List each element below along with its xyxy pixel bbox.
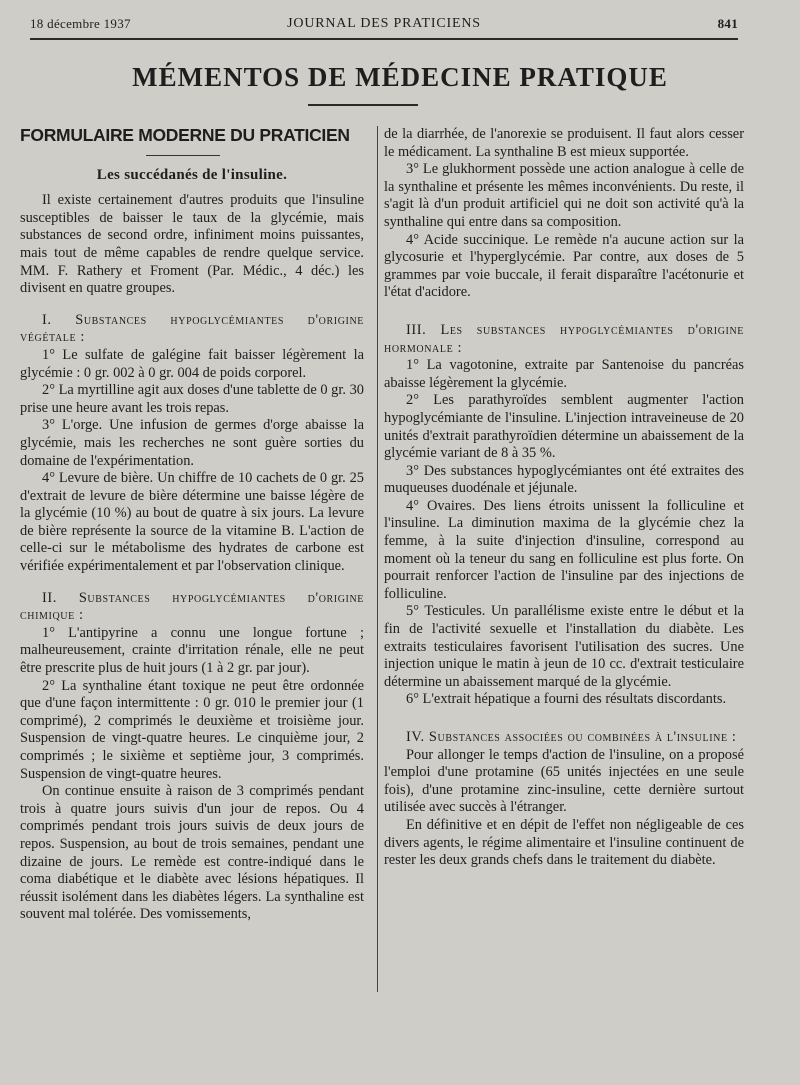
paragraph: 2° Les parathyroïdes semblent augmenter l'action hypoglycémiante de l'insuline. L'injection intraveineuse de 20 unités d'extrait parathyroïdien détermine un abaissement de la glycémie variant de 8 à 35 %. <box>384 392 744 462</box>
paragraph: 3° L'orge. Une infusion de germes d'orge abaisse la glycémie, mais les recherches ne sont guère sorties du domaine de l'expérimentation. <box>20 417 364 469</box>
group-heading-vegetale: I. Substances hypoglycémiantes d'origine végétale : <box>20 311 364 346</box>
paragraph: 3° Le glukhorment possède une action analogue à celle de la synthaline et présente les mêmes inconvénients. Du reste, il s'agit là d'un produit artificiel qui ne doit son activité qu'à la synthaline qui entre dans sa composition. <box>384 161 744 230</box>
paragraph: En définitive et en dépit de l'effet non négligeable de ces divers agents, le régime alimentaire et l'insuline continuent de rester les deux grands chefs dans le traitement du diabète. <box>384 816 744 869</box>
article-title: Les succédanés de l'insuline. <box>96 166 288 183</box>
left-column <box>20 126 364 924</box>
paragraph: 4° Levure de bière. Un chiffre de 10 cachets de 0 gr. 25 d'extrait de levure de bière détermine une baisse légère de la glycémie (10 %) au bout de quatre à six jours. La levure de bière représente la source de la vitamine B. L'action de celle-ci sur le métabolisme des hydrates de carbone est vérifiée expérimentalement et par l'observation clinique. <box>20 470 364 575</box>
section-rule <box>146 155 220 156</box>
section-heading: FORMULAIRE MODERNE DU PRATICIEN <box>20 125 350 145</box>
title-rule <box>308 104 418 106</box>
group-heading-hormonale: III. Les substances hypoglycémiantes d'origine hormonale : <box>384 321 744 356</box>
header-page-number: 841 <box>717 16 738 31</box>
paragraph: 2° La myrtilline agit aux doses d'une tablette de 0 gr. 30 prise une heure avant les trois repas. <box>20 382 364 416</box>
paragraph: 1° La vagotonine, extraite par Santenoise du pancréas abaisse légèrement la glycémie. <box>384 357 744 391</box>
paragraph-continued: de la diarrhée, de l'anorexie se produisent. Il faut alors cesser le médicament. La synthaline B est mieux supportée. <box>384 126 744 160</box>
paragraph-intro: Il existe certainement d'autres produits que l'insuline susceptibles de baisser le taux de la glycémie, mais substances de second ordre, infiniment moins puissantes, mais tout de même capables de rendre quelque service. MM. F. Rathery et Froment (Par. Médic., 4 déc.) les divisent en quatre groupes. <box>20 192 364 297</box>
paragraph: 6° L'extrait hépatique a fourni des résultats discordants. <box>406 691 727 708</box>
paragraph: 1° Le sulfate de galégine fait baisser légèrement la glycémie : 0 gr. 002 à 0 gr. 004 de poids corporel. <box>20 346 364 381</box>
group-heading-insuline: IV. Substances associées ou combinées à l'insuline : <box>406 729 737 745</box>
column-divider <box>377 126 378 992</box>
paragraph: On continue ensuite à raison de 3 comprimés pendant trois à quatre jours suivis d'un jour de repos. Ou 4 comprimés pendant trois jours suivis de deux jours de repos. Suspension, au bout de trois semaines, pendant une dizaine de jours. Le remède est contre-indiqué dans le coma diabétique et le diabète avec lésions hépatiques. Il réussit isolément dans les diabètes légers. La synthaline est souvent mal tolérée. Des vomissements, <box>20 783 364 923</box>
paragraph: 3° Des substances hypoglycémiantes ont été extraites des muqueuses duodénale et jéjunale. <box>384 462 744 497</box>
paragraph: 1° L'antipyrine a connu une longue fortune ; malheureusement, crainte d'irritation rénale, elle ne peut être prescrite plus de huit jours (1 à 2 gr. par jour). <box>20 624 364 677</box>
paragraph: 5° Testicules. Un parallélisme existe entre le début et la fin de l'activité sexuelle et l'installation du diabète. Les extraits testiculaires favorisent l'utilisation des sucres. Une injection unique le matin à jeun de 10 cc. d'extrait testiculaire détermine un abaissement marqué de la glycémie. <box>384 603 744 690</box>
running-header <box>30 14 738 34</box>
header-journal-name: JOURNAL DES PRATICIENS <box>287 16 481 31</box>
paragraph: Pour allonger le temps d'action de l'insuline, on a proposé l'emploi d'une protamine (65 unités injectées en une seule fois), d'une protamine zinc-insuline, cette dernière surtout utilisée avec succès à l'étranger. <box>384 746 744 816</box>
paragraph: 4° Ovaires. Des liens étroits unissent la folliculine et l'insuline. La diminution maxima de la glycémie chez la femme, à la suite d'injection d'insuline, correspond au moment où la teneur du sang en folliculine est plus forte. On pourrait renforcer l'action de l'insuline par des injections de folliculine. <box>384 497 744 602</box>
paragraph: 2° La synthaline étant toxique ne peut être ordonnée que d'une façon intermittente : 0 gr. 010 le premier jour (1 comprimé), 2 comprimés le deuxième et troisième jour. Suspension de vingt-quatre heures. Le cinquième jour, 2 comprimés ; le sixième et septième jour, 3 comprimés. Suspension de vingt-quatre heures. <box>20 677 364 782</box>
header-rule <box>30 38 738 40</box>
page-title: MÉMENTOS DE MÉDECINE PRATIQUE <box>132 62 668 92</box>
paragraph: 4° Acide succinique. Le remède n'a aucune action sur la glycosurie et l'hyperglycémie. Par contre, aux doses de 5 grammes par voie buccale, il ferait disparaître l'acétonurie et l'état d'acidore. <box>384 231 744 301</box>
header-date: 18 décembre 1937 <box>30 16 131 31</box>
right-column <box>384 126 744 870</box>
group-heading-chimique: II. Substances hypoglycémiantes d'origine chimique : <box>20 589 364 624</box>
